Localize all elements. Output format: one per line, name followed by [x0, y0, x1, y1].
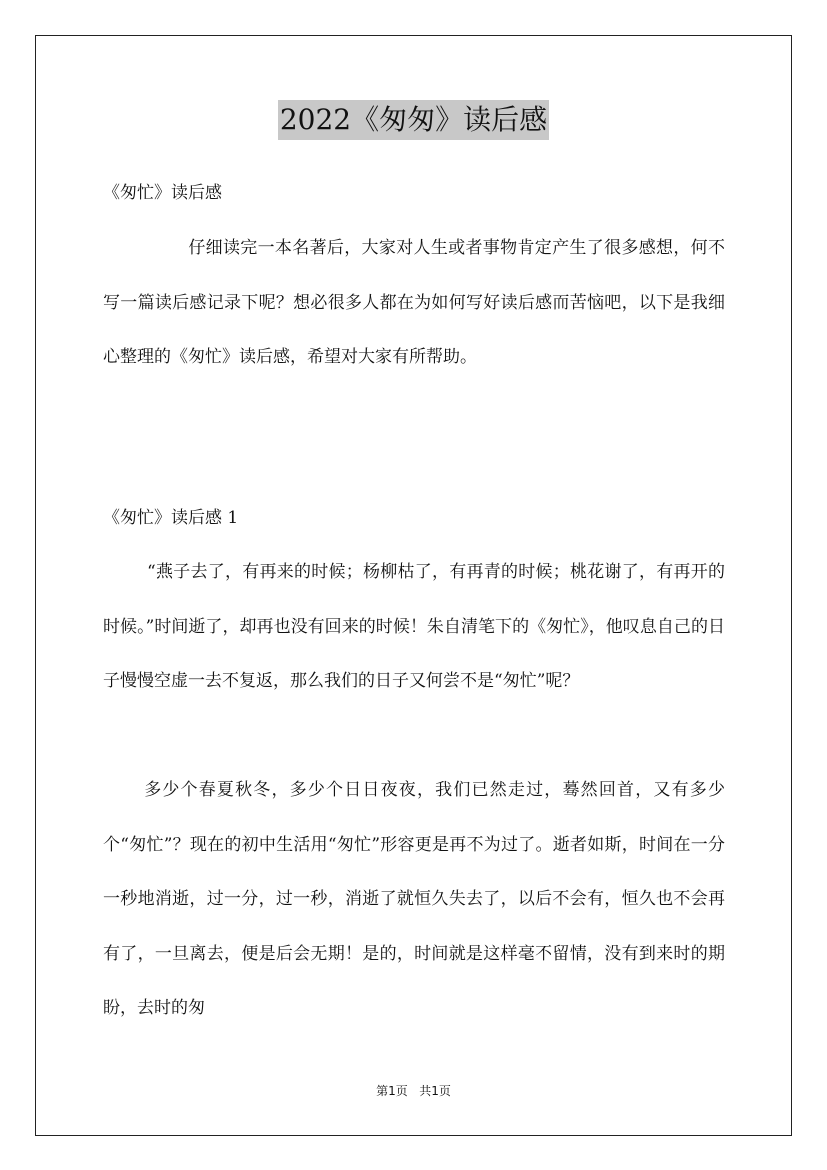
intro-paragraph: [103, 221, 725, 385]
body-paragraph-2: [103, 763, 725, 1036]
body-paragraph-1-text: “燕子去了，有再来的时候；杨柳枯了，有再青的时候；桃花谢了，有再开的时候。”时间逝了，却再也没有回来的时候！朱自清笔下的《匆忙》，他叹息自己的日子慢慢空虚一去不复返，那么我们的日子又何尝不是“匆忙”呢？: [103, 562, 725, 691]
body-paragraph-1: [103, 545, 725, 709]
title-container: [0, 100, 827, 140]
section-heading: 《匆忙》读后感 1: [103, 508, 239, 528]
page-footer: 第1页 共1页: [376, 1084, 451, 1098]
intro-paragraph-text: 仔细读完一本名著后，大家对人生或者事物肯定产生了很多感想，何不写一篇读后感记录下呢？想必很多人都在为如何写好读后感而苦恼吧，以下是我细心整理的《匆忙》读后感，希望对大家有所帮助。: [103, 238, 725, 367]
intro-heading: 《匆忙》读后感: [103, 183, 222, 203]
document-title: 2022《匆匆》读后感: [278, 100, 549, 140]
body-paragraph-2-text: 多少个春夏秋冬，多少个日日夜夜，我们已然走过，蓦然回首，又有多少个“匆忙”？现在的初中生活用“匆忙”形容更是再不为过了。逝者如斯，时间在一分一秒地消逝，过一分，过一秒，消逝了就恒久失去了，以后不会有，恒久也不会再有了，一旦离去，便是后会无期！是的，时间就是这样毫不留情，没有到来时的期盼，去时的匆: [103, 780, 725, 1018]
